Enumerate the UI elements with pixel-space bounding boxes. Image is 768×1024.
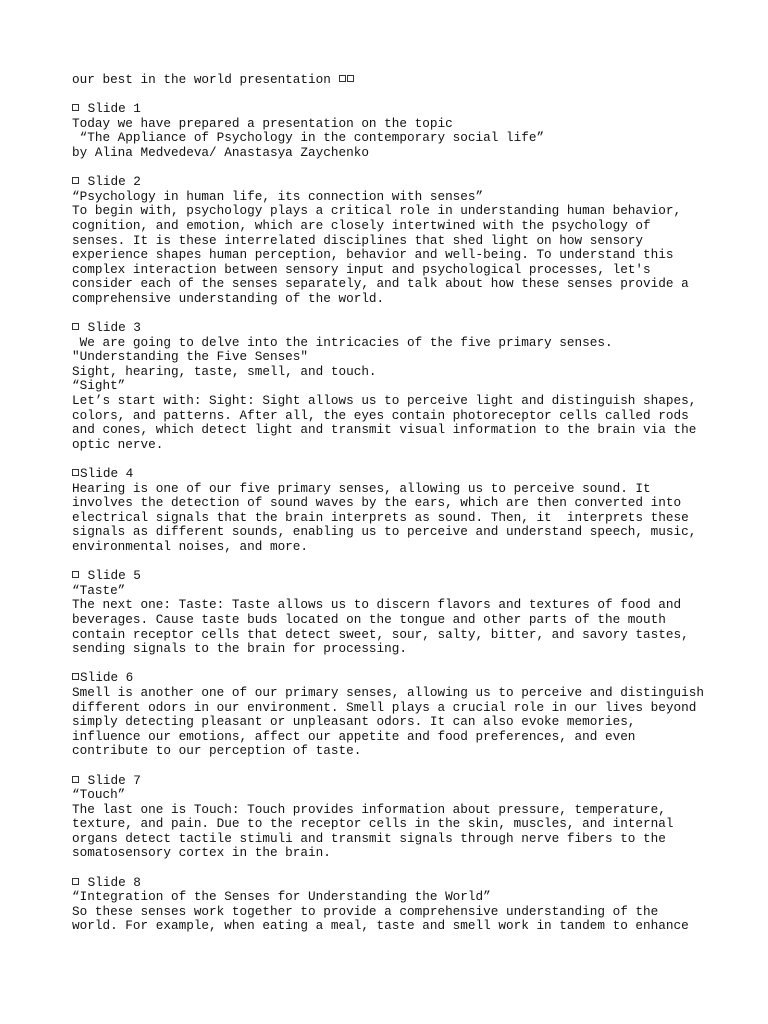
slide-heading	[72, 321, 712, 336]
missing-glyph-icon	[339, 75, 346, 82]
body-text-line: colors, and patterns. After all, the eyes contain photoreceptor cells called rods	[72, 407, 689, 423]
slide-heading	[72, 102, 712, 117]
slide-heading	[72, 671, 712, 686]
slide-heading	[72, 876, 712, 891]
slide-heading-text: Slide 4	[80, 466, 134, 482]
slide-section	[72, 321, 712, 452]
body-text-line: “Sight”	[72, 378, 126, 394]
missing-glyph-icon	[339, 72, 355, 87]
slide-section	[72, 102, 712, 160]
missing-glyph-icon	[72, 673, 79, 680]
slide-heading-text: Slide 1	[80, 101, 141, 117]
missing-glyph-icon	[72, 776, 79, 783]
body-text-line: different odors in our environment. Smell plays a crucial role in our lives beyond	[72, 699, 697, 715]
body-text-line: The last one is Touch: Touch provides information about pressure, temperature,	[72, 801, 666, 817]
body-text-line: comprehensive understanding of the world.	[72, 290, 385, 306]
body-text-line: We are going to delve into the intricacies of the five primary senses.	[72, 334, 613, 350]
body-text-line: “Taste”	[72, 582, 126, 598]
body-text-line: Hearing is one of our five primary senses, allowing us to perceive sound. It	[72, 480, 651, 496]
body-text-line: signals as different sounds, enabling us to perceive and understand speech, music,	[72, 524, 697, 540]
body-text-line: simply detecting pleasant or unpleasant odors. It can also evoke memories,	[72, 714, 636, 730]
body-text-line: complex interaction between sensory input and psychological processes, let's	[72, 261, 651, 277]
document-title: our best in the world presentation	[72, 72, 331, 87]
body-text-line: senses. It is these interrelated disciplines that shed light on how sensory	[72, 232, 644, 248]
body-text-line: experience shapes human perception, behavior and well-being. To understand this	[72, 247, 674, 263]
slide-section	[72, 774, 712, 862]
paragraph-gap	[72, 307, 712, 322]
slide-sections	[72, 102, 712, 934]
missing-glyph-icon	[347, 75, 354, 82]
body-text-line: So these senses work together to provide a comprehensive understanding of the	[72, 903, 659, 919]
document-page	[72, 73, 712, 934]
body-text-line: “Integration of the Senses for Understanding the World”	[72, 889, 491, 905]
paragraph-gap	[72, 161, 712, 176]
body-text-line: “The Appliance of Psychology in the contemporary social life”	[72, 130, 545, 146]
slide-heading	[72, 467, 712, 482]
body-text-line: Let’s start with: Sight: Sight allows us to perceive light and distinguish shapes,	[72, 393, 697, 409]
paragraph-gap	[72, 88, 712, 103]
missing-glyph-icon	[72, 469, 79, 476]
slide-heading	[72, 774, 712, 789]
body-text-line: sending signals to the brain for processing.	[72, 641, 408, 657]
body-text-line: somatosensory cortex in the brain.	[72, 845, 331, 861]
body-text-line: Sight, hearing, taste, smell, and touch.	[72, 363, 377, 379]
missing-glyph-icon	[72, 878, 79, 885]
body-text-line: The next one: Taste: Taste allows us to discern flavors and textures of food and	[72, 597, 682, 613]
missing-glyph-icon	[72, 104, 79, 111]
slide-heading-text: Slide 2	[80, 174, 141, 190]
paragraph-gap	[72, 555, 712, 570]
body-text-line: cognition, and emotion, which are closely intertwined with the psychology of	[72, 217, 651, 233]
slide-heading	[72, 569, 712, 584]
slide-section	[72, 569, 712, 657]
missing-glyph-icon	[72, 177, 79, 184]
slide-heading-text: Slide 6	[80, 670, 134, 686]
body-text-line: influence our emotions, affect our appetite and food preferences, and even	[72, 728, 636, 744]
body-text-line: To begin with, psychology plays a critical role in understanding human behavior,	[72, 203, 682, 219]
body-text-line: "Understanding the Five Senses"	[72, 349, 309, 365]
paragraph-gap	[72, 861, 712, 876]
body-text-line: optic nerve.	[72, 436, 164, 452]
slide-section	[72, 175, 712, 306]
body-text-line: organs detect tactile stimuli and transmit signals through nerve fibers to the	[72, 830, 666, 846]
body-text-line: Smell is another one of our primary senses, allowing us to perceive and distinguish	[72, 684, 704, 700]
body-text-line: involves the detection of sound waves by the ears, which are then converted into	[72, 495, 682, 511]
body-text-line: “Touch”	[72, 787, 126, 803]
slide-heading-text: Slide 7	[80, 772, 141, 788]
body-text-line: by Alina Medvedeva/ Anastasya Zaychenko	[72, 144, 369, 160]
slide-section	[72, 467, 712, 555]
body-text-line: beverages. Cause taste buds located on the tongue and other parts of the mouth	[72, 611, 666, 627]
slide-section	[72, 671, 712, 759]
document-title-line	[72, 73, 712, 88]
body-text-line: consider each of the senses separately, and talk about how these senses provide a	[72, 276, 689, 292]
paragraph-gap	[72, 452, 712, 467]
body-text-line: environmental noises, and more.	[72, 539, 309, 554]
body-text-line: Today we have prepared a presentation on the topic	[72, 115, 453, 131]
slide-heading-text: Slide 5	[80, 568, 141, 584]
slide-heading-text: Slide 3	[80, 320, 141, 336]
body-text-line: “Psychology in human life, its connection with senses”	[72, 188, 484, 204]
slide-heading-text: Slide 8	[80, 874, 141, 890]
missing-glyph-icon	[72, 571, 79, 578]
body-text-line: contain receptor cells that detect sweet, sour, salty, bitter, and savory tastes,	[72, 626, 689, 642]
body-text-line: world. For example, when eating a meal, taste and smell work in tandem to enhance	[72, 918, 689, 934]
body-text-line: texture, and pain. Due to the receptor cells in the skin, muscles, and internal	[72, 816, 674, 832]
body-text-line: electrical signals that the brain interprets as sound. Then, it interprets these	[72, 509, 689, 525]
paragraph-gap	[72, 759, 712, 774]
body-text-line: contribute to our perception of taste.	[72, 743, 362, 759]
paragraph-gap	[72, 657, 712, 672]
slide-section	[72, 876, 712, 934]
missing-glyph-icon	[72, 323, 79, 330]
body-text-line: and cones, which detect light and transmit visual information to the brain via the	[72, 422, 697, 438]
slide-heading	[72, 175, 712, 190]
